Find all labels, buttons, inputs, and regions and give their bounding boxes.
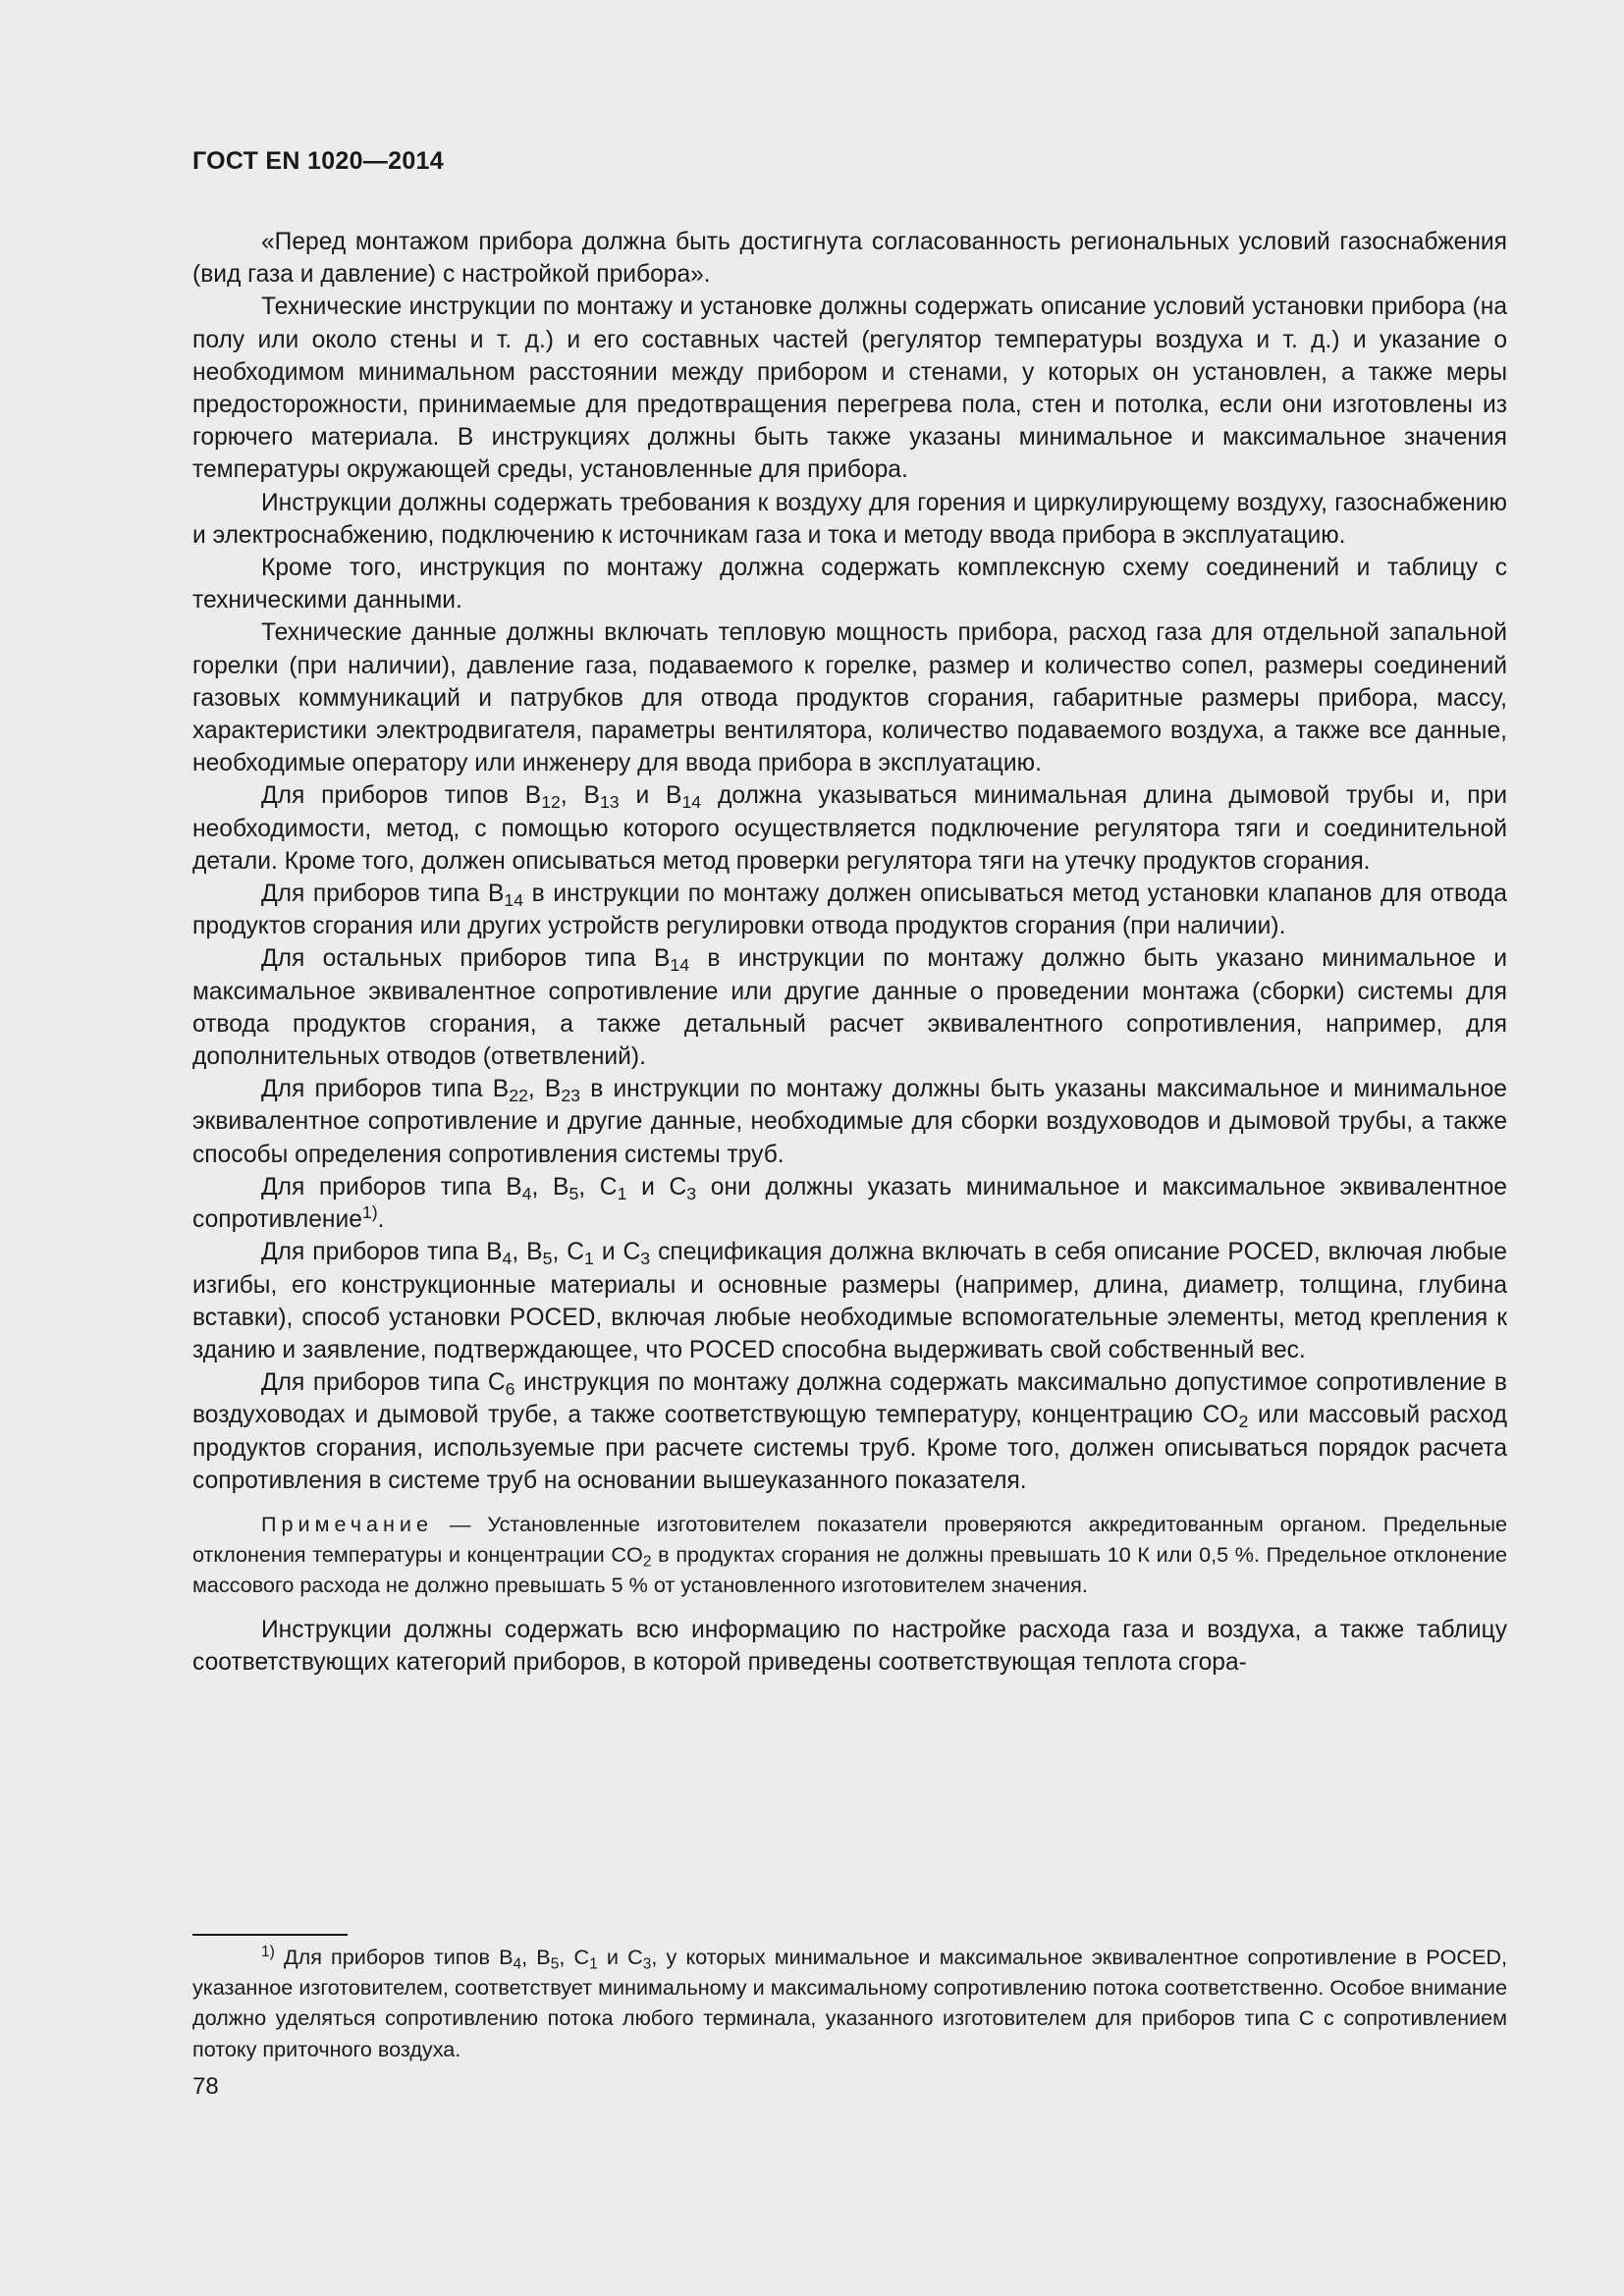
text-run: или массовый расход продуктов сгорания, используемые при расчете системы труб. Кроме того, должен описываться порядок расчета сопротивления в системе труб на основании вышеуказанного показателя. xyxy=(192,1402,1507,1494)
text-run: в инструкции по монтажу должны быть указаны максимальное и минимальное эквивалентное сопротивление и другие данные, необходимые для сборки воздуховодов и дымовой трубы, а также способы определения сопротивления системы труб. xyxy=(192,1076,1507,1168)
paragraph xyxy=(192,552,1507,616)
subscript: 4 xyxy=(513,1955,522,1973)
subscript: 14 xyxy=(504,890,524,911)
text-run: , C xyxy=(552,1239,585,1266)
footnote xyxy=(192,1942,1507,2064)
text-run: в инструкции по монтажу должен описываться метод установки клапанов для отвода продуктов сгорания или других устройств регулировки отвода продуктов сгорания (при наличии). xyxy=(192,881,1507,940)
body-text xyxy=(192,226,1507,1679)
subscript: 5 xyxy=(542,1249,553,1269)
text-run: Для приборов типов B xyxy=(261,782,542,810)
footnote-marker: 1) xyxy=(261,1944,275,1961)
paragraph xyxy=(192,616,1507,779)
text-run: Для приборов типов B xyxy=(274,1945,514,1969)
paragraph xyxy=(192,1073,1507,1171)
footnote-text xyxy=(192,1942,1507,2064)
footnote-separator xyxy=(192,1934,348,1936)
text-run: Для приборов типа B xyxy=(261,1076,510,1103)
text-run: в продуктах сгорания не должны превышать 10 К или 0,5 %. Предельное отклонение массового расхода не должно превышать 5 % от установленного изготовителем значения. xyxy=(192,1541,1507,1597)
subscript: 3 xyxy=(686,1183,697,1203)
text-run: Для остальных приборов типа B xyxy=(261,945,671,973)
subscript: 14 xyxy=(681,792,702,813)
subscript: 13 xyxy=(599,792,620,813)
paragraph xyxy=(192,942,1507,1073)
paragraph xyxy=(192,226,1507,291)
text-run: , у которых минимальное и максимальное эквивалентное сопротивление в POCED, указанное изготовителем, соответствует минимальному и максимальному сопротивлению потока соответственно. Особое внимание должно уделяться сопротивлению потока любого терминала, указанного изготовителем для приборов типа C с сопротивлением потоку приточного воздуха. xyxy=(192,1945,1508,2061)
text-run: и C xyxy=(593,1239,641,1266)
text-run: Для приборов типа B xyxy=(261,1173,522,1201)
subscript: 2 xyxy=(642,1553,652,1571)
paragraph xyxy=(192,1236,1507,1366)
subscript: 4 xyxy=(521,1183,532,1203)
subscript: 5 xyxy=(550,1955,560,1973)
paragraph xyxy=(192,878,1507,942)
text-run: , B xyxy=(531,1173,569,1201)
subscript: 5 xyxy=(568,1183,579,1203)
text-run: , B xyxy=(560,782,600,810)
paragraph-text: Инструкции должны содержать всю информацию по настройке расхода газа и воздуха, а также таблицу соответствующих категорий приборов, в которой приведены соответствующая теплота сгора- xyxy=(192,1616,1507,1677)
text-run: и C xyxy=(597,1945,643,1969)
subscript: 12 xyxy=(541,792,561,813)
text-run: спецификация должна включать в себя описание POCED, включая любые изгибы, его конструкционные материалы и основные размеры (например, длина, диаметр, толщина, глубина вставки), способ установки POCED, включая любые необходимые вспомогательные элементы, метод крепления к зданию и заявление, подтверждающее, что POCED способна выдерживать свой собственный вес. xyxy=(192,1239,1507,1363)
paragraph xyxy=(192,1366,1507,1497)
subscript: 14 xyxy=(670,955,690,976)
document-header: ГОСТ EN 1020—2014 xyxy=(192,147,444,175)
subscript: 2 xyxy=(1238,1412,1249,1432)
text-run: они должны указать минимальное и максимальное эквивалентное сопротивление xyxy=(192,1173,1507,1234)
footnote-reference[interactable]: 1) xyxy=(361,1202,378,1223)
text-run: должна указываться минимальная длина дымовой трубы и, при необходимости, метод, с помощью которого осуществляется подключение регулятора тяги и соединительной детали. Кроме того, должен описываться метод проверки регулятора тяги на утечку продуктов сгорания. xyxy=(192,782,1507,875)
paragraph-text: Инструкции должны содержать требования к воздуху для горения и циркулирующему воздуху, газоснабжению и электроснабжению, подключению к источникам газа и тока и методу ввода прибора в эксплуатацию. xyxy=(192,489,1507,549)
subscript: 3 xyxy=(642,1955,652,1973)
subscript: 3 xyxy=(640,1249,651,1269)
text-run: Для приборов типа B xyxy=(261,881,505,908)
page-number: 78 xyxy=(192,2073,219,2100)
paragraph xyxy=(192,1614,1507,1679)
text-run: , C xyxy=(578,1173,618,1201)
text-run: и C xyxy=(626,1173,687,1201)
paragraph-text: Технические данные должны включать тепловую мощность прибора, расход газа для отдельной запальной горелки (при наличии), давление газа, подаваемого к горелке, размер и количество сопел, размеры соединений газовых коммуникаций и патрубков для отвода продуктов сгорания, габаритные размеры прибора, массу, характеристики электродвигателя, параметры вентилятора, количество подаваемого воздуха, а также все данные, необходимые оператору или инженеру для ввода прибора в эксплуатацию. xyxy=(192,619,1507,777)
subscript: 22 xyxy=(509,1086,528,1106)
paragraph xyxy=(192,487,1507,552)
text-run: . xyxy=(377,1206,385,1234)
note xyxy=(192,1509,1507,1600)
paragraph-text: Технические инструкции по монтажу и установке должны содержать описание условий установки прибора (на полу или около стены и т. д.) и его составных частей (регулятор температуры воздуха и т. д.) и указание о необходимом минимальном расстоянии между прибором и стенами, у которых он установлен, а также меры предосторожности, принимаемые для предотвращения перегрева пола, стен и потолка, если они изготовлены из горючего материала. В инструкциях должны быть также указаны минимальное и максимальное значения температуры окружающей среды, установленные для прибора. xyxy=(192,294,1507,484)
text-run: в инструкции по монтажу должно быть указано минимальное и максимальное эквивалентное сопротивление или другие данные о проведении монтажа (сборки) системы для отвода продуктов сгорания, а также детальный расчет эквивалентного сопротивления, например, для дополнительных отводов (ответвлений). xyxy=(192,945,1508,1071)
text-run: и B xyxy=(619,782,682,810)
subscript: 1 xyxy=(617,1183,627,1203)
subscript: 1 xyxy=(584,1249,594,1269)
text-run: , B xyxy=(521,1945,551,1969)
note-label: Примечание xyxy=(261,1511,433,1536)
paragraph-text: Кроме того, инструкция по монтажу должна содержать комплексную схему соединений и таблицу с техническими данными. xyxy=(192,555,1507,614)
subscript: 1 xyxy=(589,1955,598,1973)
paragraph xyxy=(192,1171,1507,1236)
text-run: Для приборов типа C xyxy=(261,1369,506,1397)
paragraph xyxy=(192,779,1507,878)
text-run: — Установленные изготовителем показатели проверяются аккредитованным органом. Предельные отклонения температуры и концентрации CO xyxy=(192,1511,1507,1567)
subscript: 23 xyxy=(561,1086,581,1106)
paragraph-text: «Перед монтажом прибора должна быть достигнута согласованность региональных условий газоснабжения (вид газа и давление) с настройкой прибора». xyxy=(192,229,1507,289)
text-run: Для приборов типа B xyxy=(261,1239,503,1266)
text-run: инструкция по монтажу должна содержать максимально допустимое сопротивление в воздуховодах и дымовой трубе, а также соответствующую температуру, концентрацию CO xyxy=(192,1369,1507,1429)
subscript: 4 xyxy=(502,1249,513,1269)
text-run: , B xyxy=(527,1076,562,1103)
text-run: , C xyxy=(559,1945,590,1969)
paragraph xyxy=(192,291,1507,486)
text-run: , B xyxy=(512,1239,543,1266)
subscript: 6 xyxy=(505,1379,515,1400)
